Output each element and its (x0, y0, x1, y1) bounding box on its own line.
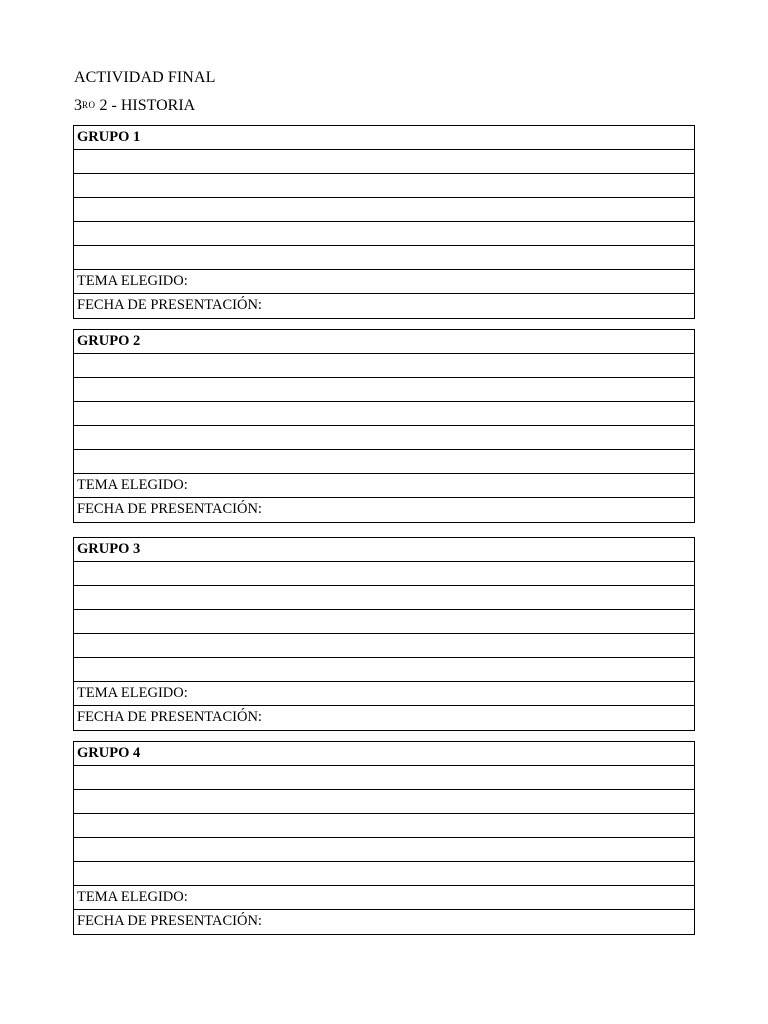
member-row[interactable] (74, 838, 694, 862)
group-table-3 (73, 537, 695, 731)
member-row[interactable] (74, 766, 694, 790)
member-row[interactable] (74, 862, 694, 886)
group-header: GRUPO 3 (74, 538, 694, 562)
fecha-presentacion-row[interactable]: FECHA DE PRESENTACIÓN: (77, 297, 262, 313)
member-row[interactable] (74, 402, 694, 426)
tema-elegido-row[interactable]: TEMA ELEGIDO: (74, 474, 694, 498)
tema-elegido-row[interactable]: TEMA ELEGIDO: (74, 682, 694, 706)
tema-elegido-row[interactable]: TEMA ELEGIDO: (74, 886, 694, 910)
member-row[interactable] (74, 634, 694, 658)
group-table-1 (73, 125, 695, 319)
member-row[interactable] (74, 450, 694, 474)
member-row[interactable] (74, 246, 694, 270)
tema-elegido-row[interactable]: TEMA ELEGIDO: (74, 270, 694, 294)
fecha-presentacion-row[interactable]: FECHA DE PRESENTACIÓN: (77, 501, 262, 517)
document-subtitle (74, 96, 195, 116)
group-header: GRUPO 4 (74, 742, 694, 766)
fecha-presentacion-row[interactable]: FECHA DE PRESENTACIÓN: (77, 913, 262, 929)
group-table-4 (73, 741, 695, 935)
group-header: GRUPO 2 (74, 330, 694, 354)
member-row[interactable] (74, 586, 694, 610)
member-row[interactable] (74, 198, 694, 222)
member-row[interactable] (74, 610, 694, 634)
member-row[interactable] (74, 790, 694, 814)
member-row[interactable] (74, 378, 694, 402)
subtitle-superscript: RO (82, 100, 96, 110)
member-row[interactable] (74, 814, 694, 838)
member-row[interactable] (74, 658, 694, 682)
subtitle-rest: 2 - HISTORIA (95, 97, 196, 114)
member-row[interactable] (74, 174, 694, 198)
document-title: ACTIVIDAD FINAL (74, 69, 216, 86)
member-row[interactable] (74, 222, 694, 246)
subtitle-number: 3 (74, 97, 82, 114)
member-row[interactable] (74, 426, 694, 450)
group-header: GRUPO 1 (74, 126, 694, 150)
fecha-presentacion-row[interactable]: FECHA DE PRESENTACIÓN: (77, 709, 262, 725)
member-row[interactable] (74, 150, 694, 174)
member-row[interactable] (74, 562, 694, 586)
member-row[interactable] (74, 354, 694, 378)
group-table-2 (73, 329, 695, 523)
